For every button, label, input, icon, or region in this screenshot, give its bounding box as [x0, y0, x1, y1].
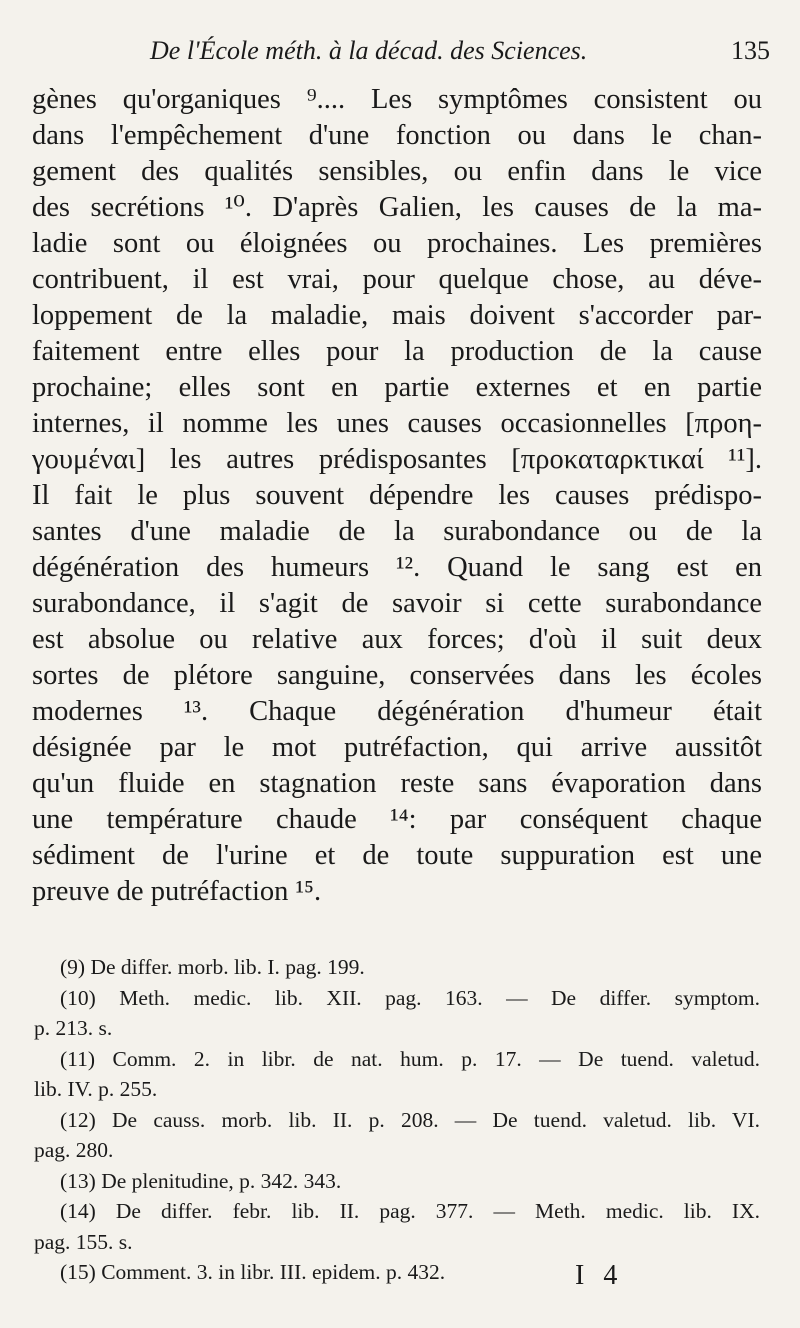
body-line: une température chaude ¹⁴: par conséquent chaque — [32, 804, 762, 835]
body-text — [32, 82, 762, 910]
body-line: modernes ¹³. Chaque dégénération d'humeur était — [32, 696, 762, 727]
footnote-line: (11) Comm. 2. in libr. de nat. hum. p. 17. — De tuend. valetud. — [60, 1046, 760, 1071]
footnote-line: (12) De causs. morb. lib. II. p. 208. — De tuend. valetud. lib. VI. — [60, 1107, 760, 1132]
body-line: dégénération des humeurs ¹². Quand le sang est en — [32, 552, 762, 583]
body-line: prochaine; elles sont en partie externes et en partie — [32, 372, 762, 403]
footnote-line: (9) De differ. morb. lib. I. pag. 199. — [60, 955, 365, 979]
page-number: 135 — [731, 36, 770, 65]
body-line: ladie sont ou éloignées ou prochaines. Les premières — [32, 228, 762, 259]
body-line: est absolue ou relative aux forces; d'où il suit deux — [32, 624, 762, 655]
footnote-line: lib. IV. p. 255. — [34, 1077, 158, 1101]
footnote-line: (15) Comment. 3. in libr. III. epidem. p. 432. — [60, 1260, 446, 1284]
footnote-line: (10) Meth. medic. lib. XII. pag. 163. — De differ. symptom. — [60, 985, 760, 1010]
body-line: qu'un fluide en stagnation reste sans évaporation dans — [32, 768, 762, 799]
body-line: γουμέναι] les autres prédisposantes [προκαταρκτικαί ¹¹]. — [32, 444, 762, 475]
footnote-line: pag. 280. — [34, 1138, 114, 1162]
body-line: santes d'une maladie de la surabondance ou de la — [32, 516, 762, 547]
footnote-line: (13) De plenitudine, p. 342. 343. — [60, 1168, 342, 1193]
running-title: De l'École méth. à la décad. des Sciences. — [150, 36, 588, 65]
body-line: preuve de putréfaction ¹⁵. — [32, 876, 322, 907]
body-line: dans l'empêchement d'une fonction ou dans le chan- — [32, 120, 762, 151]
signature-mark: I 4 — [575, 1260, 624, 1291]
footnote-line: (14) De differ. febr. lib. II. pag. 377. — Meth. medic. lib. IX. — [60, 1199, 760, 1223]
footnote-line: pag. 155. s. — [34, 1229, 133, 1254]
page-header — [150, 36, 770, 76]
body-line: des secrétions ¹⁰. D'après Galien, les causes de la ma- — [32, 192, 762, 223]
body-line: sédiment de l'urine et de toute suppuration est une — [32, 840, 762, 871]
body-line: contribuent, il est vrai, pour quelque chose, au déve- — [32, 264, 762, 295]
body-line: faitement entre elles pour la production de la cause — [32, 336, 762, 367]
body-line: loppement de la maladie, mais doivent s'accorder par- — [32, 300, 762, 331]
body-line: désignée par le mot putréfaction, qui arrive aussitôt — [32, 732, 762, 763]
footnote-line: p. 213. s. — [34, 1016, 113, 1040]
body-line: surabondance, il s'agit de savoir si cette surabondance — [32, 588, 762, 619]
body-line: internes, il nomme les unes causes occasionnelles [προη- — [32, 408, 762, 439]
footnotes — [34, 952, 760, 1288]
body-line: sortes de plétore sanguine, conservées dans les écoles — [32, 660, 762, 691]
body-line: Il fait le plus souvent dépendre les causes prédispo- — [32, 480, 762, 511]
body-line: gement des qualités sensibles, ou enfin dans le vice — [32, 156, 762, 187]
body-line: gènes qu'organiques ⁹.... Les symptômes consistent ou — [32, 84, 762, 115]
